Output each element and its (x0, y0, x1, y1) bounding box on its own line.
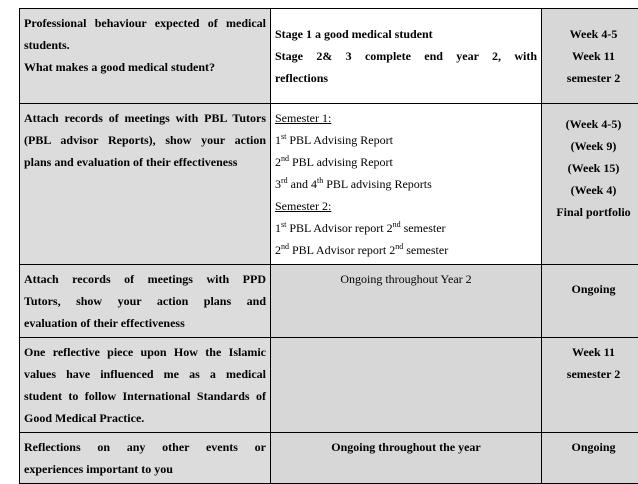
timing-cell (542, 9, 638, 104)
timing-line: semester 2 (546, 67, 638, 89)
timing-line: (Week 4) (546, 179, 638, 201)
details-cell (271, 433, 542, 484)
spacer (546, 12, 638, 23)
requirement-line: evaluation of their effectiveness (24, 312, 266, 334)
report-text: semester (401, 221, 446, 235)
spacer (275, 12, 537, 23)
ordinal-suffix: nd (395, 242, 403, 251)
details-line: Stage 1 a good medical student (275, 23, 537, 45)
requirement-cell (20, 338, 271, 433)
ordinal-suffix: rd (281, 176, 288, 185)
timing-line: Ongoing (546, 278, 638, 300)
requirement-line: One reflective piece upon How the Islamic (24, 341, 266, 363)
timing-line: (Week 15) (546, 157, 638, 179)
requirement-line: students. (24, 34, 266, 56)
requirement-line: student to follow International Standards of (24, 385, 266, 407)
requirement-line: What makes a good medical student? (24, 56, 266, 78)
timing-line: (Week 4-5) (546, 113, 638, 135)
timing-line: Ongoing (546, 436, 638, 458)
requirement-line: experiences important to you (24, 458, 266, 480)
report-text: PBL Advising Report (286, 133, 393, 147)
report-item (275, 151, 537, 173)
details-line: Ongoing throughout Year 2 (275, 268, 537, 290)
details-line: reflections (275, 67, 537, 89)
report-item (275, 129, 537, 151)
ordinal-suffix: th (317, 176, 323, 185)
table-row (20, 9, 638, 104)
report-text: PBL Advisor report 2 (286, 221, 392, 235)
semester-heading: Semester 2: (275, 195, 537, 217)
details-cell (271, 338, 542, 433)
requirement-cell (20, 265, 271, 338)
timing-line: Week 11 (546, 45, 638, 67)
table-row (20, 104, 638, 265)
requirement-line: Reflections on any other events or (24, 436, 266, 458)
requirement-cell (20, 9, 271, 104)
details-cell (271, 104, 542, 265)
ordinal-suffix: nd (281, 242, 289, 251)
timing-line: (Week 9) (546, 135, 638, 157)
requirement-line: values have influenced me as a medical (24, 363, 266, 385)
requirement-line: Attach records of meetings with PPD (24, 268, 266, 290)
portfolio-table (19, 8, 638, 484)
requirement-line: Tutors, show your action plans and (24, 290, 266, 312)
timing-line: Final portfolio (546, 201, 638, 223)
ordinal-suffix: st (281, 132, 286, 141)
timing-cell (542, 104, 638, 265)
report-ordinal: 2 (275, 155, 281, 169)
timing-cell (542, 338, 638, 433)
ordinal-suffix: nd (281, 154, 289, 163)
timing-cell (542, 433, 638, 484)
requirement-cell (20, 433, 271, 484)
semester-heading: Semester 1: (275, 107, 537, 129)
report-ordinal: 3 (275, 177, 281, 191)
timing-line: Week 11 (546, 341, 638, 363)
report-text: semester (403, 243, 448, 257)
report-ordinal: 2 (275, 243, 281, 257)
spacer (546, 268, 638, 278)
report-item (275, 217, 537, 239)
timing-line: semester 2 (546, 363, 638, 385)
report-text: PBL advising Report (289, 155, 393, 169)
report-ordinal: 1 (275, 133, 281, 147)
details-cell (271, 9, 542, 104)
requirement-cell (20, 104, 271, 265)
table-row (20, 338, 638, 433)
report-text: PBL Advisor report 2 (289, 243, 395, 257)
table-row (20, 265, 638, 338)
ordinal-suffix: st (281, 220, 286, 229)
requirement-line: Good Medical Practice. (24, 407, 266, 429)
report-item (275, 239, 537, 261)
timing-cell (542, 265, 638, 338)
requirement-line: Professional behaviour expected of medical (24, 12, 266, 34)
ordinal-suffix: nd (393, 220, 401, 229)
details-line: Stage 2& 3 complete end year 2, with (275, 45, 537, 67)
timing-line: Week 4-5 (546, 23, 638, 45)
report-text: PBL advising Reports (323, 177, 432, 191)
details-line: Ongoing throughout the year (275, 436, 537, 458)
report-text: and 4 (288, 177, 317, 191)
details-cell (271, 265, 542, 338)
table-row (20, 433, 638, 484)
requirement-line: (PBL advisor Reports), show your action (24, 129, 266, 151)
report-ordinal: 1 (275, 221, 281, 235)
requirement-line: Attach records of meetings with PBL Tutors (24, 107, 266, 129)
report-item (275, 173, 537, 195)
requirement-line: plans and evaluation of their effectiveness (24, 151, 266, 173)
